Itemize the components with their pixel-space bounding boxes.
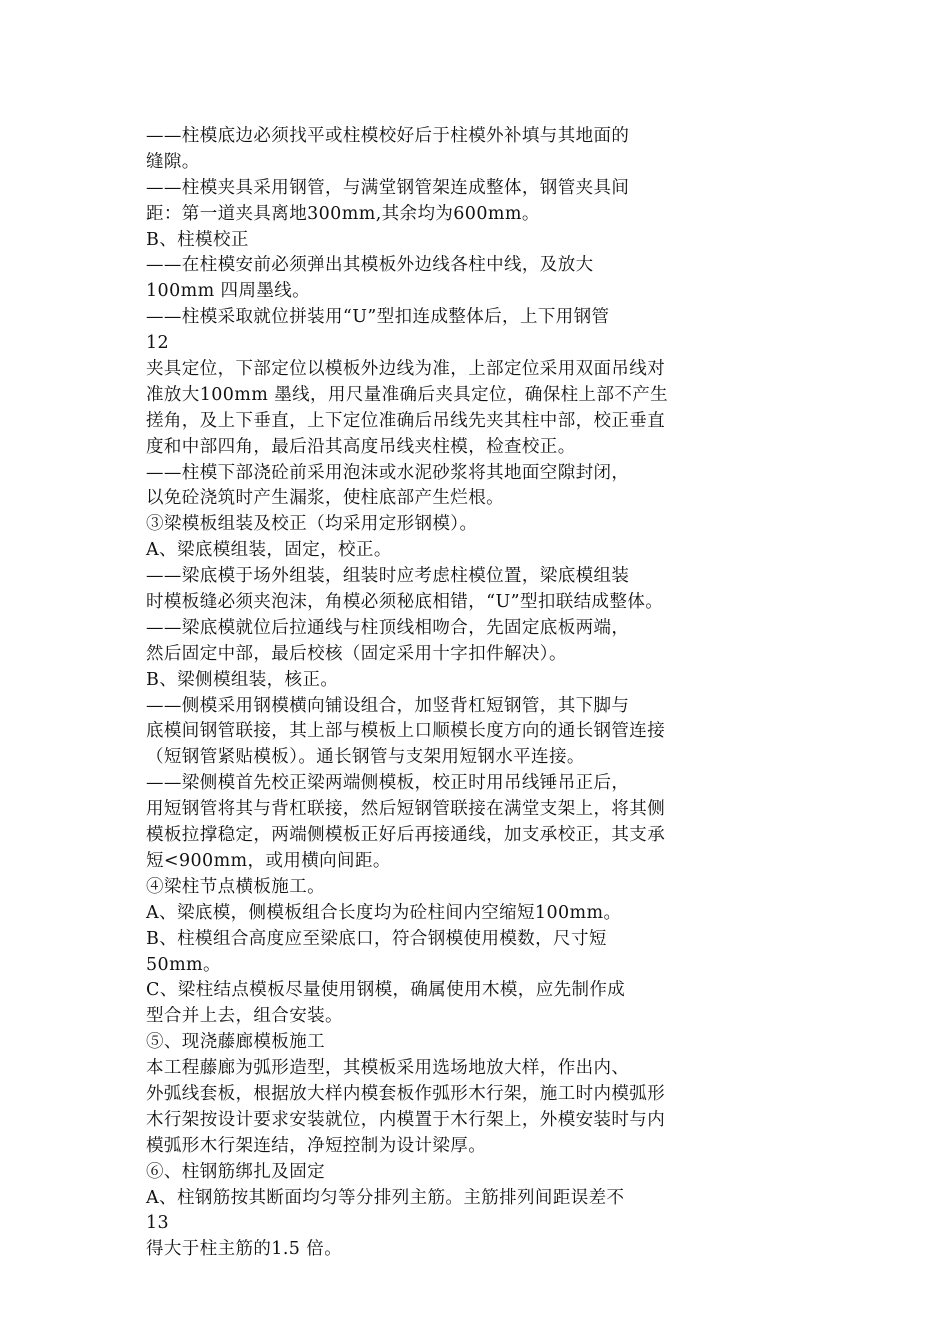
- section-heading: ⑥、柱钢筋绑扎及固定: [146, 1161, 325, 1182]
- text-line: 得大于柱主筋的1.5 倍。: [146, 1239, 343, 1260]
- text-line: 准放大100mm 墨线，用尺量准确后夹具定位，确保柱上部不产生: [146, 384, 669, 405]
- section-heading: ③梁模板组装及校正（均采用定形钢模）。: [146, 514, 478, 535]
- text-line: 底模间钢管联接，其上部与模板上口顺模长度方向的通长钢管连接: [146, 721, 666, 742]
- text-line: ——梁侧模首先校正梁两端侧模板，校正时用吊线锤吊正后，: [146, 773, 630, 794]
- text-line: B、柱模组合高度应至梁底口，符合钢模使用模数，尺寸短: [146, 928, 607, 949]
- text-line: 模弧形木行架连结，净短控制为设计梁厚。: [146, 1135, 487, 1156]
- text-line: （短钢管紧贴模板）。通长钢管与支架用短钢水平连接。: [146, 747, 585, 768]
- text-line: 时模板缝必须夹泡沫，角模必须秘底相错，“U”型扣联结成整体。: [146, 592, 664, 613]
- text-line: A、柱钢筋按其断面均匀等分排列主筋。主筋排列间距误差不: [146, 1187, 625, 1208]
- text-line: 搓角，及上下垂直，上下定位准确后吊线先夹其柱中部，校正垂直: [146, 410, 666, 431]
- text-line: ——柱模底边必须找平或柱模校好后于柱模外补填与其地面的: [146, 126, 630, 146]
- text-line: 50mm。: [146, 954, 221, 975]
- section-heading: ⑤、现浇藤廊模板施工: [146, 1032, 325, 1053]
- text-line: 木行架按设计要求安装就位，内模置于木行架上，外模安装时与内: [146, 1109, 666, 1130]
- text-line: 用短钢管将其与背杠联接，然后短钢管联接在满堂支架上，将其侧: [146, 799, 666, 820]
- page-number: 13: [146, 1213, 170, 1234]
- text-line: C、梁柱结点模板尽量使用钢模，确属使用木模，应先制作成: [146, 980, 626, 1001]
- text-line: 然后固定中部，最后校核（固定采用十字扣件解决）。: [146, 643, 567, 664]
- text-line: ——侧模采用钢模横向铺设组合，加竖背杠短钢管，其下脚与: [146, 695, 630, 716]
- text-line: ——在柱模安前必须弹出其模板外边线各柱中线，及放大: [146, 255, 594, 276]
- text-line: A、梁底模，侧模板组合长度均为砼柱间内空缩短100mm。: [146, 902, 622, 923]
- text-line: 100mm 四周墨线。: [146, 281, 311, 302]
- text-line: 模板拉撑稳定，两端侧模板正好后再接通线，加支承校正，其支承: [146, 825, 666, 846]
- text-line: 外弧线套板，根据放大样内模套板作弧形木行架，施工时内模弧形: [146, 1083, 666, 1104]
- page-number: 12: [146, 333, 170, 354]
- text-line: 短<900mm，或用横向间距。: [146, 850, 391, 871]
- document-body: [146, 124, 716, 1263]
- text-line: ——梁底模就位后拉通线与柱顶线相吻合，先固定底板两端，: [146, 617, 630, 638]
- section-heading: ④梁柱节点横板施工。: [146, 876, 325, 897]
- text-line: 缝隙。: [146, 151, 200, 172]
- section-heading: B、柱模校正: [146, 229, 249, 250]
- text-line: 型合并上去，组合安装。: [146, 1006, 343, 1027]
- text-line: 本工程藤廊为弧形造型，其模板采用选场地放大样，作出内、: [146, 1058, 630, 1079]
- section-heading: A、梁底模组装，固定，校正。: [146, 540, 392, 561]
- text-line: 距：第一道夹具离地300mm,其余均为600mm。: [146, 203, 540, 224]
- text-line: 夹具定位，下部定位以模板外边线为准，上部定位采用双面吊线对: [146, 359, 666, 380]
- section-heading: B、梁侧模组装，核正。: [146, 669, 339, 690]
- text-line: 以免砼浇筑时产生漏浆，使柱底部产生烂根。: [146, 488, 504, 509]
- text-line: ——梁底模于场外组装，组装时应考虑柱模位置，梁底模组装: [146, 566, 630, 587]
- text-line: 度和中部四角，最后沿其高度吊线夹柱模，检查校正。: [146, 436, 576, 457]
- text-line: ——柱模下部浇砼前采用泡沫或水泥砂浆将其地面空隙封闭，: [146, 462, 630, 483]
- text-line: ——柱模夹具采用钢管，与满堂钢管架连成整体，钢管夹具间: [146, 177, 630, 198]
- text-line: ——柱模采取就位拼装用“U”型扣连成整体后，上下用钢管: [146, 307, 610, 328]
